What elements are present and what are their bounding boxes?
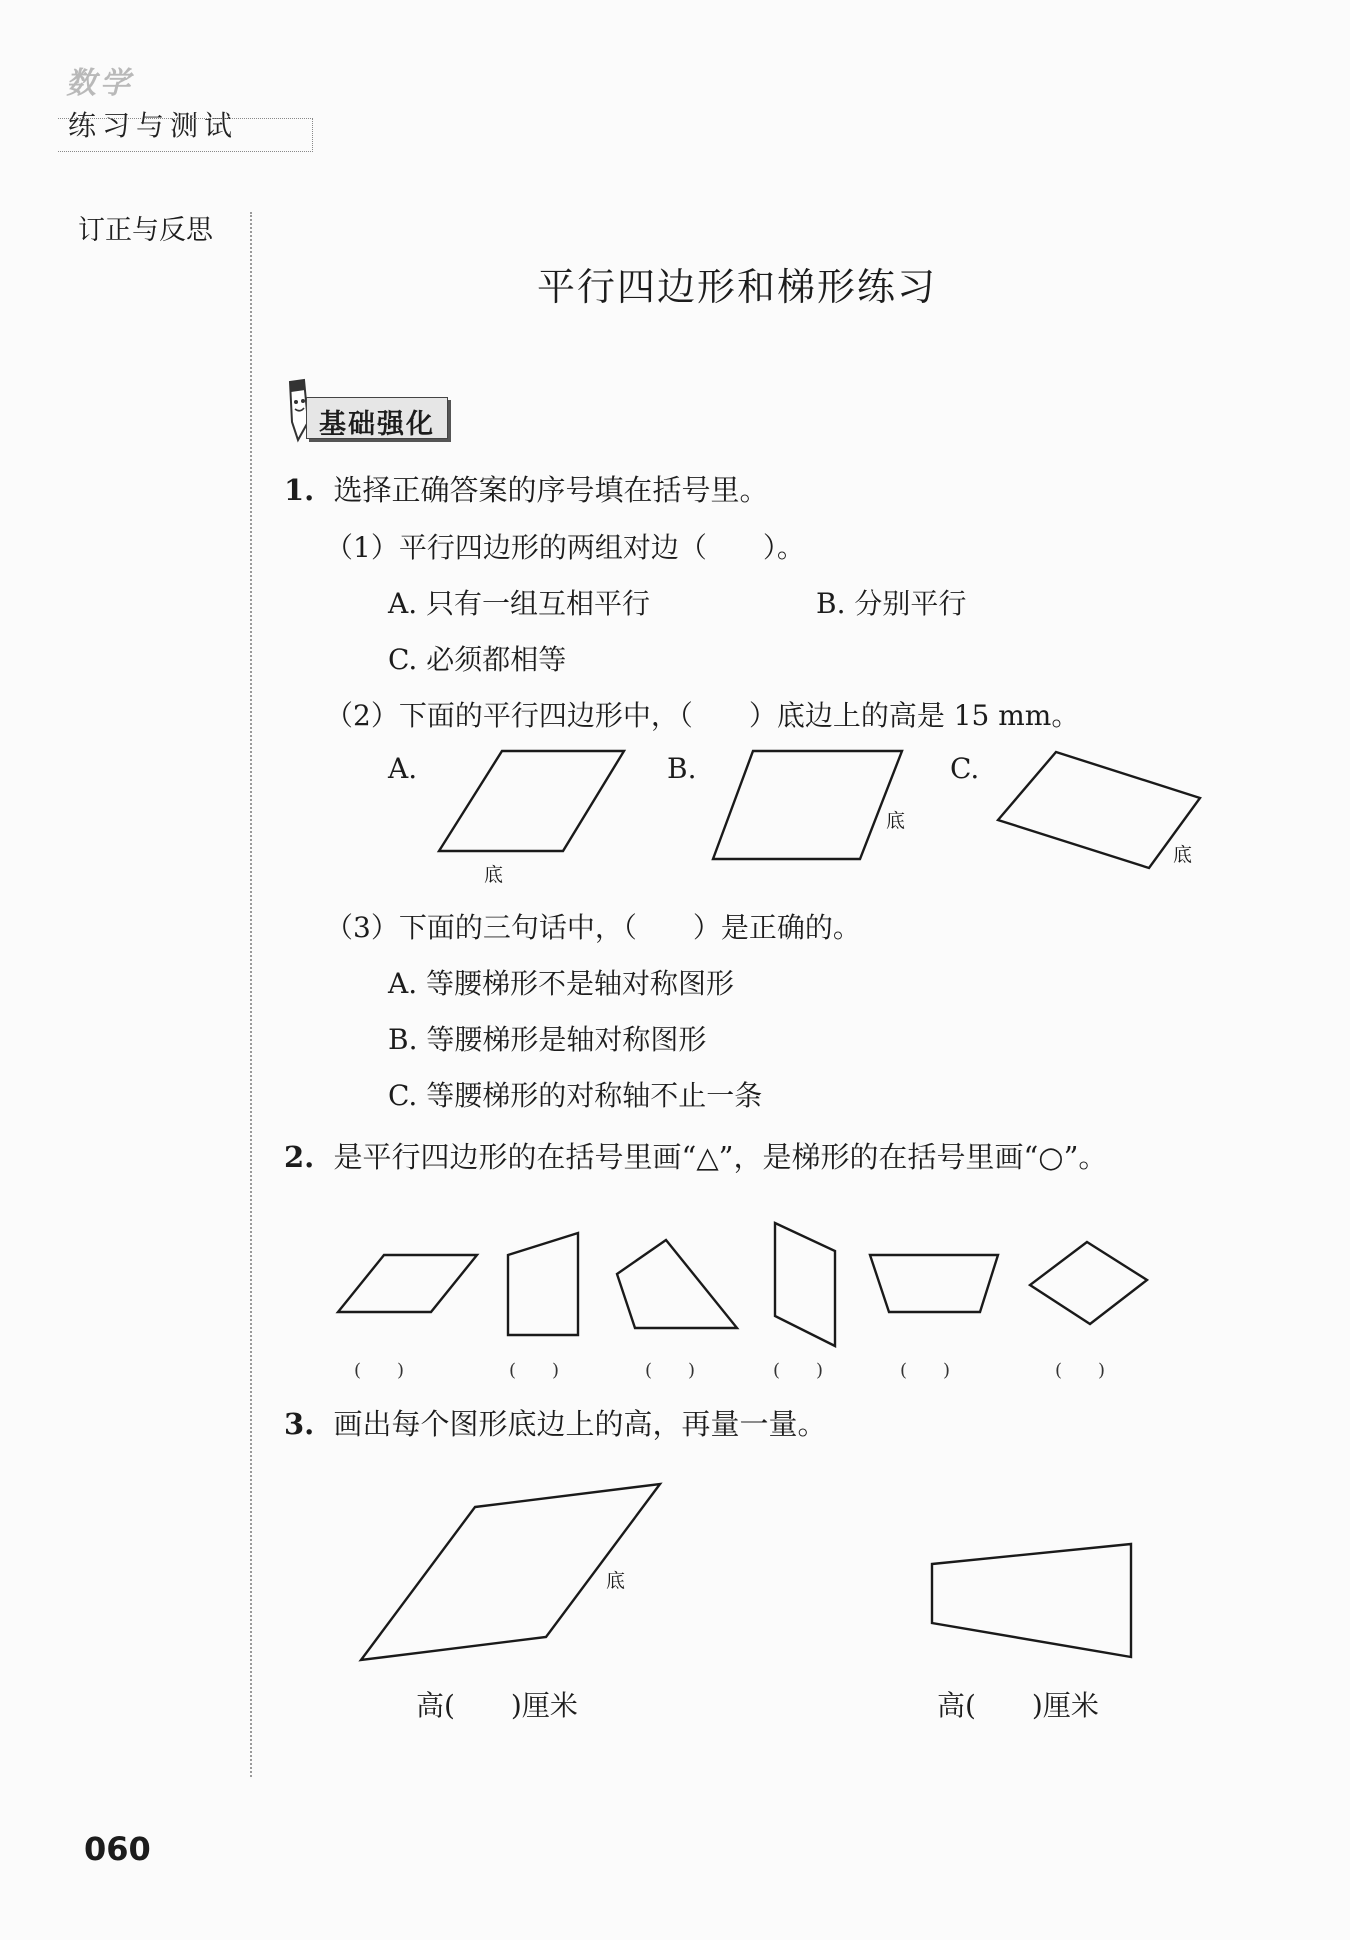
q3-trapezoid [932,1544,1131,1657]
book-title: 练习与测试 [68,109,239,142]
q2-text: 是平行四边形的在括号里画“△”，是梯形的在括号里画“○”。 [333,1140,1108,1174]
q3-number: 3. [284,1407,315,1441]
q1-p1-stem: （1）平行四边形的两组对边（ ）。 [325,531,805,564]
q3-text: 画出每个图形底边上的高，再量一量。 [333,1407,827,1441]
q2-blank-6[interactable]: ( ) [1055,1360,1106,1381]
q1-p3-option-b: B. 等腰梯形是轴对称图形 [388,1023,707,1056]
subject-label: 数学 [66,66,134,101]
section-badge-label: 基础强化 [319,409,435,440]
q1-p2-option-a: A. [388,752,418,785]
q1-p3-option-a: A. 等腰梯形不是轴对称图形 [388,967,735,1000]
base-label-c: 底 [1173,844,1193,866]
q2-number: 2. [284,1140,315,1174]
page-number: 060 [84,1830,151,1868]
q3-answer-right[interactable]: 高( )厘米 [937,1689,1099,1722]
page-title: 平行四边形和梯形练习 [537,265,938,309]
q1-p1-option-c: C. 必须都相等 [388,643,567,676]
q2-blank-4[interactable]: ( ) [773,1360,824,1381]
q2-blank-3[interactable]: ( ) [645,1360,696,1381]
q1-p1-option-b: B. 分别平行 [816,587,967,620]
q1-p1-option-a: A. 只有一组互相平行 [388,587,651,620]
margin-note: 订正与反思 [78,215,213,246]
base-label-b: 底 [886,810,906,832]
q2-blank-1[interactable]: ( ) [354,1360,405,1381]
base-label-a: 底 [484,864,504,886]
q3-base-label: 底 [606,1570,626,1592]
q1-text: 选择正确答案的序号填在括号里。 [333,473,769,507]
q3-answer-left[interactable]: 高( )厘米 [416,1689,578,1722]
q1-p2-option-b: B. [667,752,697,785]
q1-p2-stem: （2）下面的平行四边形中，（ ）底边上的高是 15 mm。 [325,699,1080,732]
q2-blank-2[interactable]: ( ) [509,1360,560,1381]
q1-p2-option-c: C. [950,752,980,785]
q1-p3-option-c: C. 等腰梯形的对称轴不止一条 [388,1079,763,1112]
q1-number: 1. [284,473,315,507]
q2-blank-5[interactable]: ( ) [900,1360,951,1381]
q1-p3-stem: （3）下面的三句话中，（ ）是正确的。 [325,911,861,944]
